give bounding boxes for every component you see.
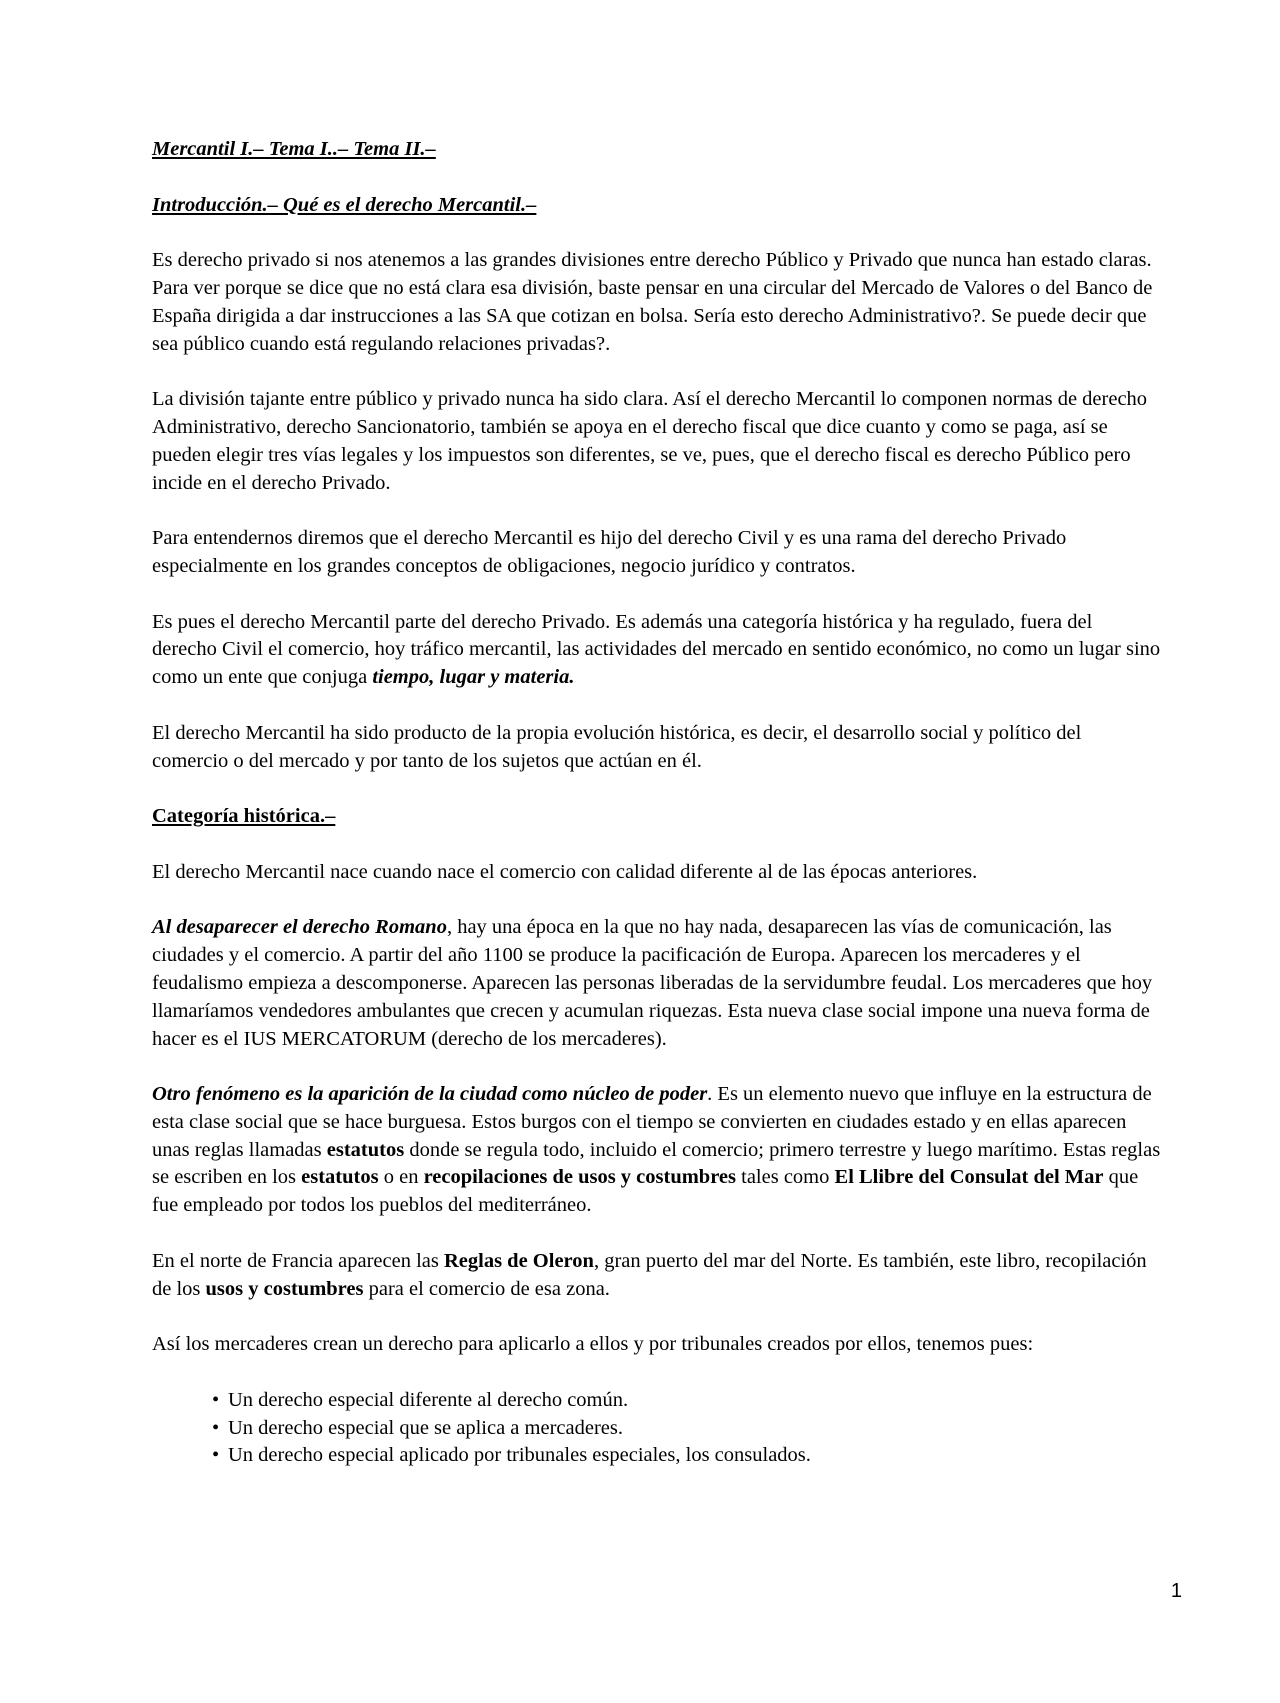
paragraph-8 <box>152 1081 1162 1220</box>
page-content <box>152 136 1162 1470</box>
paragraph-8-bold-1: estatutos <box>326 1138 405 1161</box>
paragraph-8-bold-4: El Llibre del Consulat del Mar <box>834 1166 1104 1189</box>
paragraph-9 <box>152 1248 1162 1304</box>
paragraph-9-text-3: para el comercio de esa zona. <box>363 1277 610 1300</box>
paragraph-1: Es derecho privado si nos atenemos a las grandes divisiones entre derecho Público y Privado que nunca han estado claras. Para ver porque se dice que no está clara esa división, baste pensar en una circular del Mercado de Valores o del Banco de España dirigida a dar instrucciones a las SA que cotizan en bolsa. Sería esto derecho Administrativo?. Se puede decir que sea público cuando está regulando relaciones privadas?. <box>152 249 1153 355</box>
list-item <box>212 1415 1162 1443</box>
bullet-icon: • <box>212 1416 220 1439</box>
bullet-icon: • <box>212 1444 220 1467</box>
paragraph-8-text-3: o en <box>378 1166 424 1189</box>
paragraph-8-bold-3: recopilaciones de usos y costumbres <box>423 1166 737 1189</box>
paragraph-8-text-1: . Es un elemento nuevo que influye en la estructura de esta clase social que se hace burguesa. Estos burgos con el tiempo se convierten en ciudades estado y en ellas aparecen unas reglas llamadas <box>152 1083 1152 1161</box>
paragraph-9-text-2: , gran puerto del mar del Norte. Es también, este libro, recopilación de los <box>152 1249 1147 1300</box>
paragraph-5: El derecho Mercantil ha sido producto de la propia evolución histórica, es decir, el desarrollo social y político del comercio o del mercado y por tanto de los sujetos que actúan en él. <box>152 721 1082 772</box>
paragraph-4 <box>152 609 1162 692</box>
intro-heading: Introducción.– Qué es el derecho Mercantil.– <box>152 193 537 216</box>
bullet-list <box>152 1387 1162 1470</box>
paragraph-9-text-1: En el norte de Francia aparecen las <box>152 1249 444 1272</box>
paragraph-9-bold-1: Reglas de Oleron <box>443 1249 594 1272</box>
paragraph-4-text: Es pues el derecho Mercantil parte del derecho Privado. Es además una categoría histórica y ha regulado, fuera del derecho Civil el comercio, hoy tráfico mercantil, las actividades del mercado en sentido económico, no como un lugar sino como un ente que conjuga <box>152 610 1161 689</box>
paragraph-6: El derecho Mercantil nace cuando nace el comercio con calidad diferente al de las épocas anteriores. <box>152 860 978 883</box>
page-number: 1 <box>1170 1580 1182 1602</box>
list-item-text: Un derecho especial que se aplica a mercaderes. <box>228 1416 623 1439</box>
list-item-text: Un derecho especial aplicado por tribunales especiales, los consulados. <box>228 1444 811 1467</box>
bullet-icon: • <box>212 1388 220 1411</box>
paragraph-8-text-5: que fue empleado por todos los pueblos del mediterráneo. <box>152 1166 1139 1217</box>
list-item <box>212 1442 1162 1470</box>
historic-heading: Categoría histórica.– <box>152 805 336 828</box>
document-title: Mercantil I.– Tema I..– Tema II.– <box>152 138 436 160</box>
paragraph-10: Así los mercaderes crean un derecho para aplicarlo a ellos y por tribunales creados por ellos, tenemos pues: <box>152 1333 1034 1356</box>
paragraph-3: Para entendernos diremos que el derecho Mercantil es hijo del derecho Civil y es una rama del derecho Privado especialmente en los grandes conceptos de obligaciones, negocio jurídico y contratos. <box>152 527 1067 577</box>
paragraph-8-text-4: tales como <box>736 1166 835 1189</box>
paragraph-8-bold-2: estatutos <box>301 1166 379 1189</box>
paragraph-7-text: , hay una época en la que no hay nada, desaparecen las vías de comunicación, las ciudades y el comercio. A partir del año 1100 se produce la pacificación de Europa. Aparecen los mercaderes y el feudalismo empieza a descomponerse. Aparecen las personas liberadas de la servidumbre feudal. Los mercaderes que hoy llamaríamos vendedores ambulantes que crecen y acumulan riquezas. Esta nueva clase social impone una nueva forma de hacer es el IUS MERCATORUM (derecho de los mercaderes). <box>152 916 1153 1050</box>
paragraph-9-bold-2: usos y costumbres <box>205 1277 364 1300</box>
paragraph-7-emphasis: Al desaparecer el derecho Romano <box>152 916 447 939</box>
list-item <box>212 1387 1162 1415</box>
paragraph-4-emphasis: tiempo, lugar y materia. <box>372 666 575 689</box>
paragraph-8-emphasis: Otro fenómeno es la aparición de la ciudad como núcleo de poder <box>152 1083 708 1106</box>
paragraph-7 <box>152 914 1162 1053</box>
paragraph-2: La división tajante entre público y privado nunca ha sido clara. Así el derecho Mercantil lo componen normas de derecho Administrativo, derecho Sancionatorio, también se apoya en el derecho fiscal que dice cuanto y como se paga, así se pueden elegir tres vías legales y los impuestos son diferentes, se ve, pues, que el derecho fiscal es derecho Público pero incide en el derecho Privado. <box>152 388 1148 494</box>
paragraph-8-text-2: donde se regula todo, incluido el comercio; primero terrestre y luego marítimo. Estas reglas se escriben en los <box>152 1138 1161 1189</box>
list-item-text: Un derecho especial diferente al derecho común. <box>228 1388 629 1411</box>
